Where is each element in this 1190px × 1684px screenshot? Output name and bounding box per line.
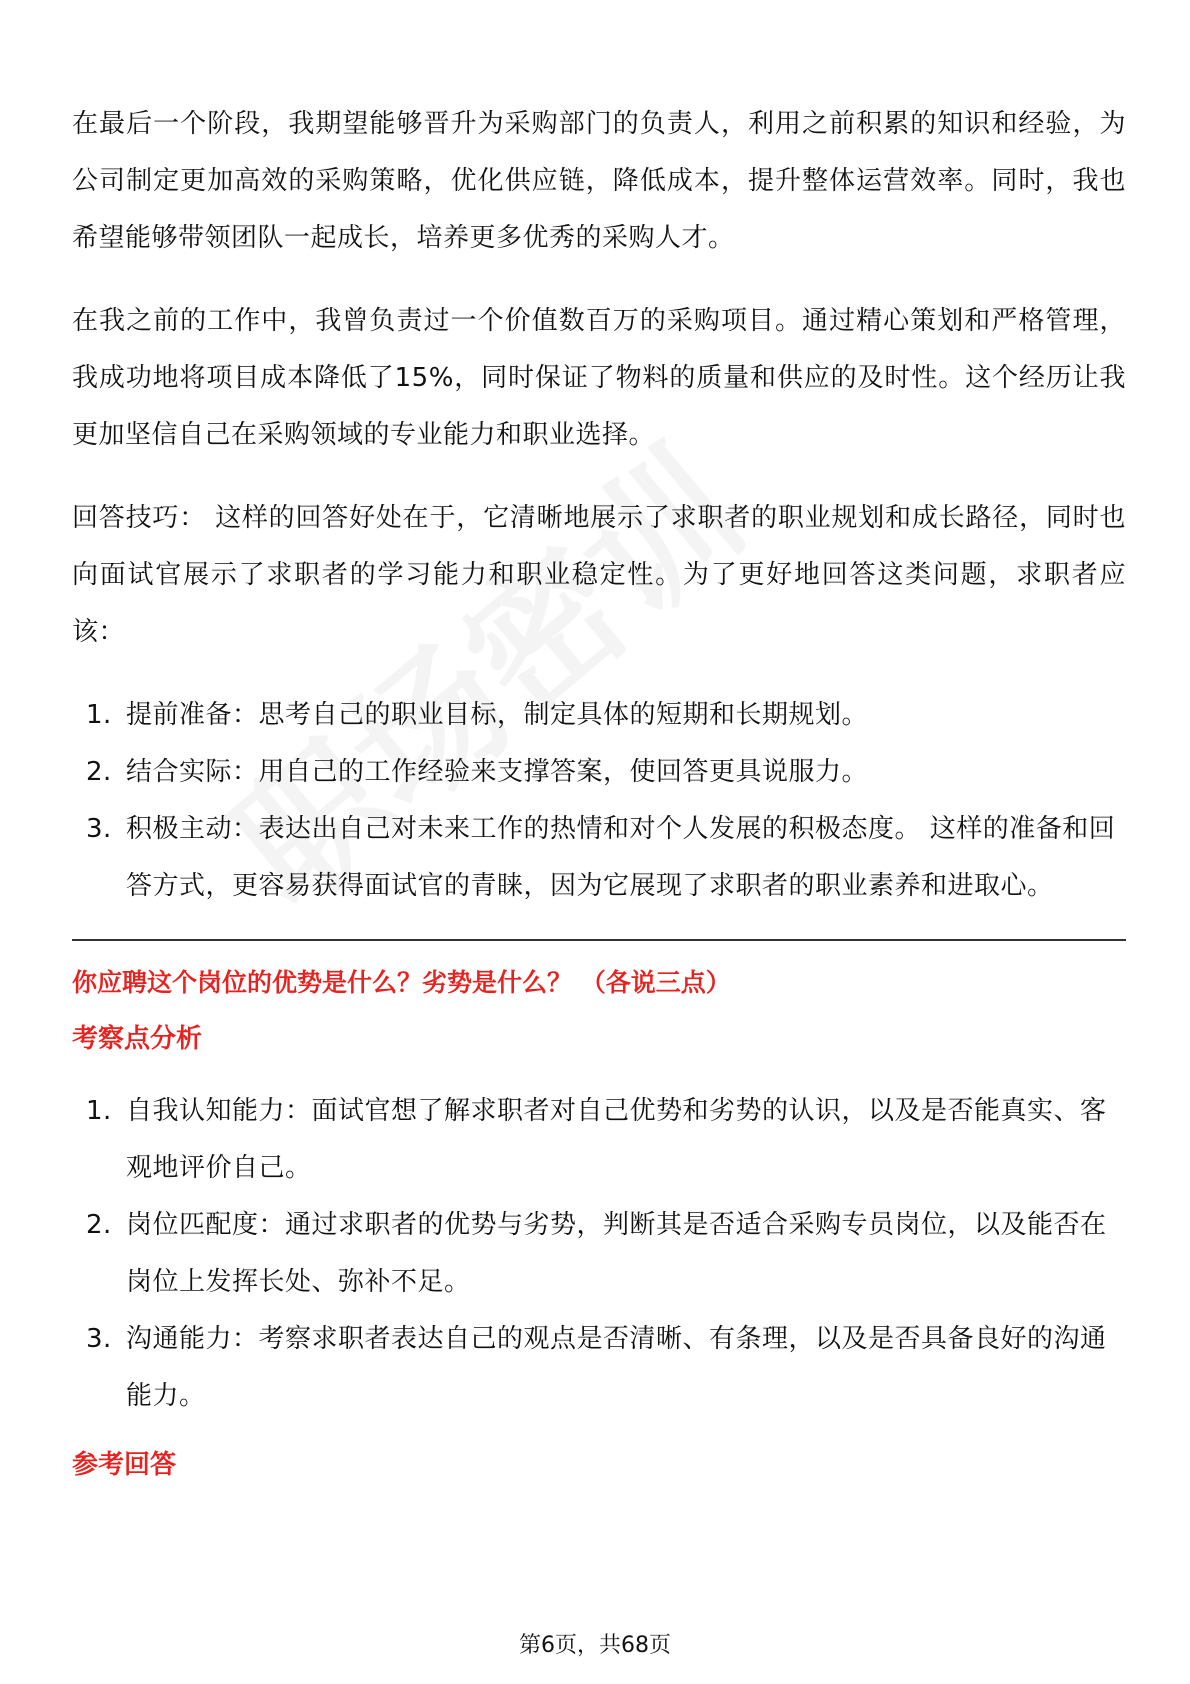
analysis-heading: 考察点分析 <box>72 1024 203 1054</box>
list-item <box>72 1311 1126 1425</box>
list-item <box>72 744 1126 801</box>
list-number: 3. <box>86 1324 112 1354</box>
page-footer: 第6页，共68页 <box>519 1633 671 1658</box>
list-item-text: 自我认知能力：面试官想了解求职者对自己优势和劣势的认识，以及是否能真实、客观地评价自己。 <box>126 1096 1107 1183</box>
list-number: 1. <box>86 700 112 730</box>
list-number: 1. <box>86 1096 112 1126</box>
list-item-text: 岗位匹配度：通过求职者的优势与劣势，判断其是否适合采购专员岗位，以及能否在岗位上发挥长处、弥补不足。 <box>126 1210 1107 1297</box>
list-number: 2. <box>86 757 112 787</box>
list-item <box>72 1083 1126 1197</box>
paragraph-answer-tips: 回答技巧： 这样的回答好处在于，它清晰地展示了求职者的职业规划和成长路径，同时也向面试官展示了求职者的学习能力和职业稳定性。为了更好地回答这类问题，求职者应该： <box>72 503 1126 647</box>
document-page <box>72 96 1126 1509</box>
list-item <box>72 687 1126 744</box>
section-divider <box>72 939 1126 941</box>
list-item <box>72 801 1126 915</box>
paragraph-career-goal: 在最后一个阶段，我期望能够晋升为采购部门的负责人，利用之前积累的知识和经验，为公司制定更加高效的采购策略，优化供应链，降低成本，提升整体运营效率。同时，我也希望能够带领团队一起成长，培养更多优秀的采购人才。 <box>72 109 1126 253</box>
list-number: 2. <box>86 1210 112 1240</box>
list-item-text: 沟通能力：考察求职者表达自己的观点是否清晰、有条理，以及是否具备良好的沟通能力。 <box>126 1324 1107 1411</box>
list-item-text: 提前准备：思考自己的职业目标，制定具体的短期和长期规划。 <box>126 700 869 730</box>
list-item-text: 结合实际：用自己的工作经验来支撑答案，使回答更具说服力。 <box>126 757 869 787</box>
question-title: 你应聘这个岗位的优势是什么？劣势是什么？ （各说三点） <box>72 968 731 997</box>
list-item-text: 积极主动：表达出自己对未来工作的热情和对个人发展的积极态度。 这样的准备和回答方式，更容易获得面试官的青睐，因为它展现了求职者的职业素养和进取心。 <box>126 814 1116 901</box>
list-number: 3. <box>86 814 112 844</box>
paragraph-past-experience: 在我之前的工作中，我曾负责过一个价值数百万的采购项目。通过精心策划和严格管理，我成功地将项目成本降低了15%，同时保证了物料的质量和供应的及时性。这个经历让我更加坚信自己在采购领域的专业能力和职业选择。 <box>72 306 1126 450</box>
list-item <box>72 1197 1126 1311</box>
tips-list <box>72 687 1126 915</box>
answer-heading: 参考回答 <box>72 1450 177 1480</box>
analysis-list <box>72 1083 1126 1425</box>
